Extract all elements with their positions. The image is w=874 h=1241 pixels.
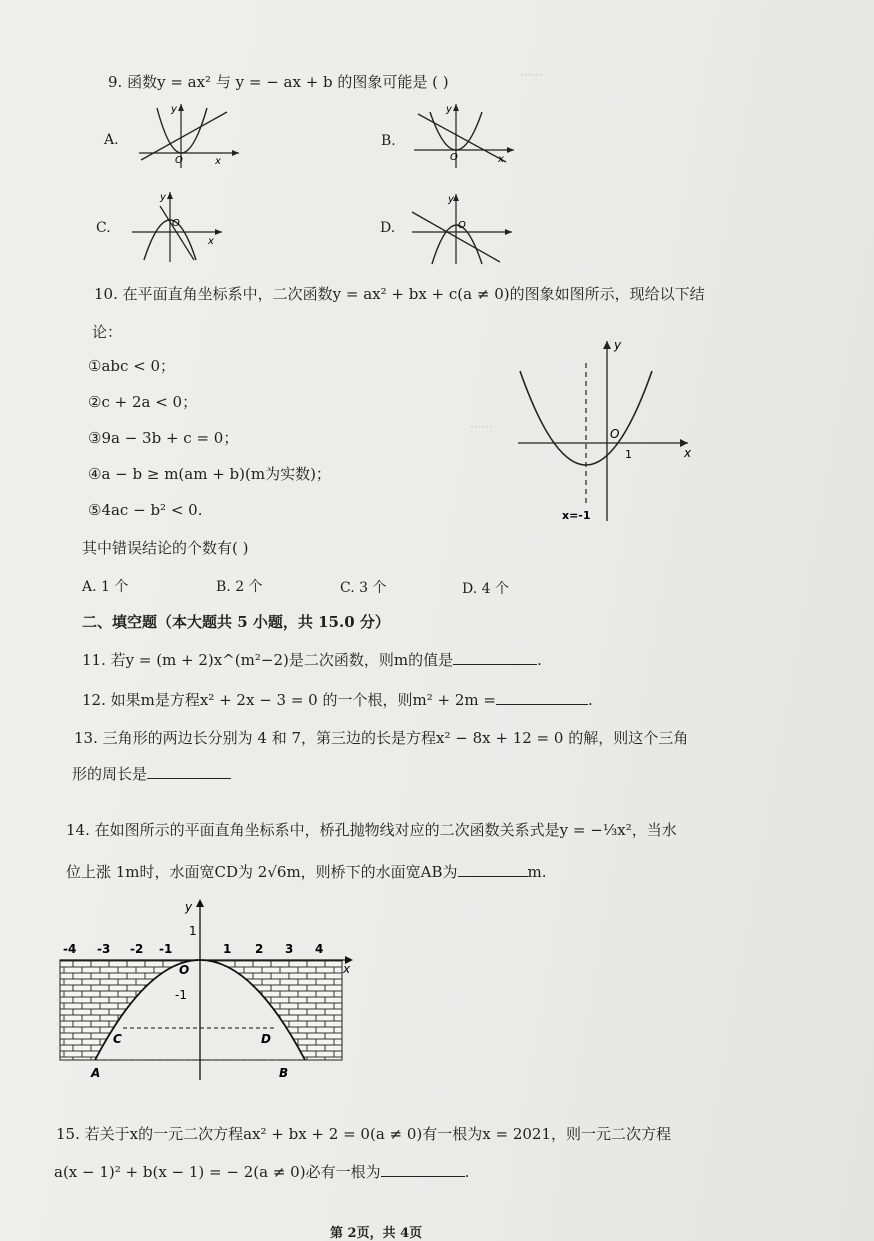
q10-stem-line1: 10. 在平面直角坐标系中，二次函数y = ax² + bx + c(a ≠ 0)的图象如图所示，现给以下结 <box>94 285 705 303</box>
q14-xtick-neg2: -2 <box>130 942 144 956</box>
section-2-heading: 二、填空题（本大题共 5 小题，共 15.0 分） <box>82 613 390 631</box>
q14-point-b: B <box>279 1066 289 1080</box>
q13-answer-blank[interactable] <box>147 764 231 779</box>
q9-stem: 9. 函数y = ax² 与 y = − ax + b 的图象可能是 ( ) <box>108 73 449 91</box>
q14-ytick-neg1: -1 <box>175 988 187 1002</box>
q10-option-b[interactable]: B. 2 个 <box>216 579 263 595</box>
q10-origin: O <box>610 427 620 441</box>
q12-answer-blank[interactable] <box>496 690 588 705</box>
q14-xtick-neg4: -4 <box>63 942 77 956</box>
q15-text: a(x − 1)² + b(x − 1) = − 2(a ≠ 0)必有一根为 <box>54 1163 381 1181</box>
q10-axis-of-symmetry-label: x=-1 <box>562 509 591 522</box>
q11-end: . <box>537 651 542 669</box>
q13-line1: 13. 三角形的两边长分别为 4 和 7，第三边的长是方程x² − 8x + 12 = 0 的解，则这个三角 <box>74 729 689 747</box>
q14-end: m. <box>527 863 547 881</box>
q14-ytick-1: 1 <box>189 924 197 938</box>
q14-xtick-neg3: -3 <box>97 942 111 956</box>
q14-xtick-2: 2 <box>255 942 264 956</box>
q14-xtick-1: 1 <box>223 942 232 956</box>
bleed-through-text: ······ <box>520 68 543 82</box>
q9d-y: y <box>448 194 454 205</box>
q12-text: 12. 如果m是方程x² + 2x − 3 = 0 的一个根，则m² + 2m = <box>82 691 496 709</box>
q9d-o: O <box>458 220 466 231</box>
q13-text: 形的周长是 <box>72 765 148 783</box>
q10-conclusion-1: ①abc < 0； <box>88 357 176 375</box>
q9a-x: x <box>215 156 221 167</box>
q15-line2 <box>54 1162 469 1182</box>
q9b-y: y <box>446 104 452 115</box>
q14-xtick-3: 3 <box>285 942 294 956</box>
q11-text: 11. 若y = (m + 2)x^(m²−2)是二次函数，则m的值是 <box>82 651 454 669</box>
q15-line1: 15. 若关于x的一元二次方程ax² + bx + 2 = 0(a ≠ 0)有一根为x = 2021，则一元二次方程 <box>56 1125 671 1143</box>
q10-question: 其中错误结论的个数有( ) <box>82 539 249 557</box>
q9-option-d-label[interactable]: D. <box>380 220 396 236</box>
q14-origin: O <box>179 963 190 977</box>
q10-tick-1: 1 <box>625 448 632 461</box>
q14-point-d: D <box>261 1032 271 1046</box>
q10-conclusion-5: ⑤4ac − b² < 0. <box>88 501 203 519</box>
q9-option-c-label[interactable]: C. <box>96 220 111 236</box>
q14-text: 位上涨 1m时，水面宽CD为 2√6m，则桥下的水面宽AB为 <box>66 863 458 881</box>
q14-answer-blank[interactable] <box>458 862 528 877</box>
q9c-y: y <box>160 192 166 203</box>
q10-option-c[interactable]: C. 3 个 <box>340 580 387 596</box>
q9-option-d-graph <box>408 190 518 265</box>
q14-xtick-4: 4 <box>315 942 324 956</box>
q14-line1: 14. 在如图所示的平面直角坐标系中，桥孔抛物线对应的二次函数关系式是y = −⅓x²，当水 <box>66 821 677 839</box>
q9a-y: y <box>171 104 177 115</box>
q14-line2 <box>66 862 547 882</box>
q9b-x: x <box>498 154 504 165</box>
q15-answer-blank[interactable] <box>381 1162 465 1177</box>
q10-conclusion-2: ②c + 2a < 0； <box>88 393 198 411</box>
q9-option-a-label[interactable]: A. <box>104 132 119 148</box>
q14-bridge-figure <box>55 895 365 1085</box>
q14-axis-x: x <box>343 962 351 976</box>
q11 <box>82 650 542 670</box>
q14-axis-y: y <box>185 900 193 914</box>
q9c-x: x <box>208 236 214 247</box>
bleed-through-text: ······ <box>470 420 493 434</box>
q9-option-b-label[interactable]: B. <box>381 133 396 149</box>
q10-axis-y: y <box>614 338 622 352</box>
q10-conclusion-4: ④a − b ≥ m(am + b)(m为实数)； <box>88 465 331 483</box>
q10-parabola-graph <box>510 335 700 525</box>
q9-option-b-graph <box>410 100 520 170</box>
q10-axis-x: x <box>684 446 692 460</box>
q14-xtick-neg1: -1 <box>159 942 173 956</box>
q10-stem-line2: 论： <box>92 323 123 341</box>
q9b-o: O <box>450 152 458 163</box>
page-footer: 第 2页，共 4页 <box>330 1226 423 1241</box>
q9-option-a-graph <box>135 100 245 170</box>
q13-line2 <box>72 764 231 784</box>
q14-point-c: C <box>113 1032 122 1046</box>
q9-option-c-graph <box>128 188 238 263</box>
q15-end: . <box>464 1163 470 1181</box>
q9c-o: O <box>172 218 180 229</box>
q10-option-a[interactable]: A. 1 个 <box>82 579 129 595</box>
q10-option-d[interactable]: D. 4 个 <box>462 581 509 597</box>
q12-end: . <box>587 691 593 709</box>
q10-conclusion-3: ③9a − 3b + c = 0； <box>88 429 239 447</box>
q14-point-a: A <box>91 1066 101 1080</box>
q9a-o: O <box>175 155 183 166</box>
q11-answer-blank[interactable] <box>453 650 537 665</box>
q12 <box>82 690 593 710</box>
